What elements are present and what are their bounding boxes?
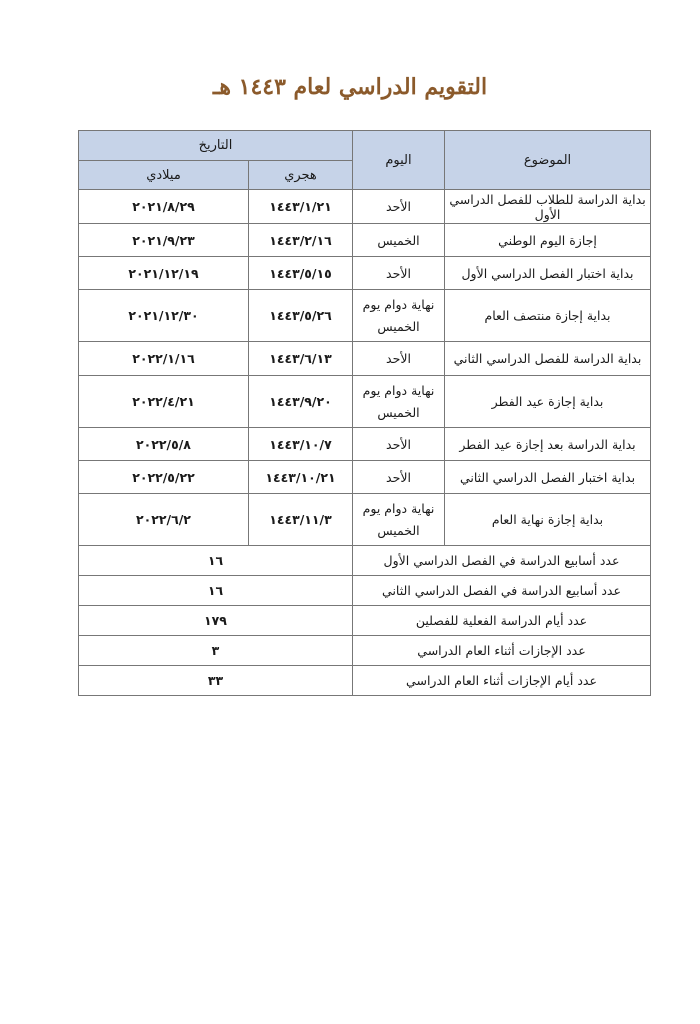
- page-title: التقويم الدراسي لعام ١٤٤٣ هـ: [212, 74, 488, 100]
- table-row: [79, 290, 651, 342]
- row-day: [353, 494, 445, 546]
- row-hijri: ١٤٤٣/٥/١٥: [249, 257, 353, 290]
- row-hijri: ١٤٤٣/١٠/٧: [249, 428, 353, 461]
- row-hijri: ١٤٤٣/٢/١٦: [249, 224, 353, 257]
- row-hijri: ١٤٤٣/٩/٢٠: [249, 376, 353, 428]
- row-gregorian: ٢٠٢٢/٤/٢١: [79, 376, 249, 428]
- row-topic: بداية إجازة عيد الفطر: [445, 376, 651, 428]
- table-row: [79, 461, 651, 494]
- row-gregorian: ٢٠٢٢/١/١٦: [79, 342, 249, 376]
- totals-label: عدد أيام الدراسة الفعلية للفصلين: [353, 606, 651, 636]
- row-day: الأحد: [353, 190, 445, 224]
- row-topic: بداية إجازة نهاية العام: [445, 494, 651, 546]
- totals-label: عدد الإجازات أثناء العام الدراسي: [353, 636, 651, 666]
- row-day: الأحد: [353, 428, 445, 461]
- row-topic: إجازة اليوم الوطني: [445, 224, 651, 257]
- table-row: [79, 190, 651, 224]
- totals-row: [79, 636, 651, 666]
- row-day: الأحد: [353, 461, 445, 494]
- row-day-line1: نهاية دوام يوم: [362, 500, 435, 516]
- row-gregorian: ٢٠٢١/١٢/٣٠: [79, 290, 249, 342]
- row-day-line2: الخميس: [377, 522, 420, 538]
- table-row: [79, 342, 651, 376]
- row-hijri: ١٤٤٣/١١/٣: [249, 494, 353, 546]
- totals-label: عدد أيام الإجازات أثناء العام الدراسي: [353, 666, 651, 696]
- row-hijri: ١٤٤٣/٥/٢٦: [249, 290, 353, 342]
- header-gregorian: ميلادي: [79, 161, 249, 190]
- table-row: [79, 224, 651, 257]
- row-gregorian: ٢٠٢١/٩/٢٣: [79, 224, 249, 257]
- row-day: [353, 290, 445, 342]
- row-day: الأحد: [353, 342, 445, 376]
- row-hijri: ١٤٤٣/١/٢١: [249, 190, 353, 224]
- totals-label: عدد أسابيع الدراسة في الفصل الدراسي الثاني: [353, 576, 651, 606]
- table-row: [79, 257, 651, 290]
- totals-value: ١٧٩: [79, 606, 353, 636]
- row-gregorian: ٢٠٢٢/٦/٢: [79, 494, 249, 546]
- row-hijri: ١٤٤٣/١٠/٢١: [249, 461, 353, 494]
- totals-value: ١٦: [79, 576, 353, 606]
- row-gregorian: ٢٠٢٢/٥/٢٢: [79, 461, 249, 494]
- row-topic: بداية الدراسة للطلاب للفصل الدراسي الأول: [445, 190, 651, 224]
- row-topic: بداية الدراسة للفصل الدراسي الثاني: [445, 342, 651, 376]
- row-day: [353, 376, 445, 428]
- row-gregorian: ٢٠٢١/١٢/١٩: [79, 257, 249, 290]
- row-day-line1: نهاية دوام يوم: [362, 382, 435, 398]
- totals-value: ١٦: [79, 546, 353, 576]
- table-row: [79, 494, 651, 546]
- row-hijri: ١٤٤٣/٦/١٣: [249, 342, 353, 376]
- school-calendar-table: [78, 130, 651, 696]
- totals-row: [79, 606, 651, 636]
- header-date: التاريخ: [79, 131, 353, 161]
- totals-row: [79, 666, 651, 696]
- header-topic: الموضوع: [445, 131, 651, 190]
- table-row: [79, 428, 651, 461]
- row-day: الخميس: [353, 224, 445, 257]
- row-day: الأحد: [353, 257, 445, 290]
- totals-label: عدد أسابيع الدراسة في الفصل الدراسي الأول: [353, 546, 651, 576]
- row-gregorian: ٢٠٢٢/٥/٨: [79, 428, 249, 461]
- header-hijri: هجري: [249, 161, 353, 190]
- totals-row: [79, 576, 651, 606]
- row-topic: بداية إجازة منتصف العام: [445, 290, 651, 342]
- row-day-line2: الخميس: [377, 404, 420, 420]
- totals-value: ٣٣: [79, 666, 353, 696]
- row-topic: بداية اختبار الفصل الدراسي الثاني: [445, 461, 651, 494]
- row-gregorian: ٢٠٢١/٨/٢٩: [79, 190, 249, 224]
- row-day-line2: الخميس: [377, 318, 420, 334]
- row-day-line1: نهاية دوام يوم: [362, 296, 435, 312]
- row-topic: بداية اختبار الفصل الدراسي الأول: [445, 257, 651, 290]
- header-day: اليوم: [353, 131, 445, 190]
- totals-row: [79, 546, 651, 576]
- row-topic: بداية الدراسة بعد إجازة عيد الفطر: [445, 428, 651, 461]
- totals-value: ٣: [79, 636, 353, 666]
- table-row: [79, 376, 651, 428]
